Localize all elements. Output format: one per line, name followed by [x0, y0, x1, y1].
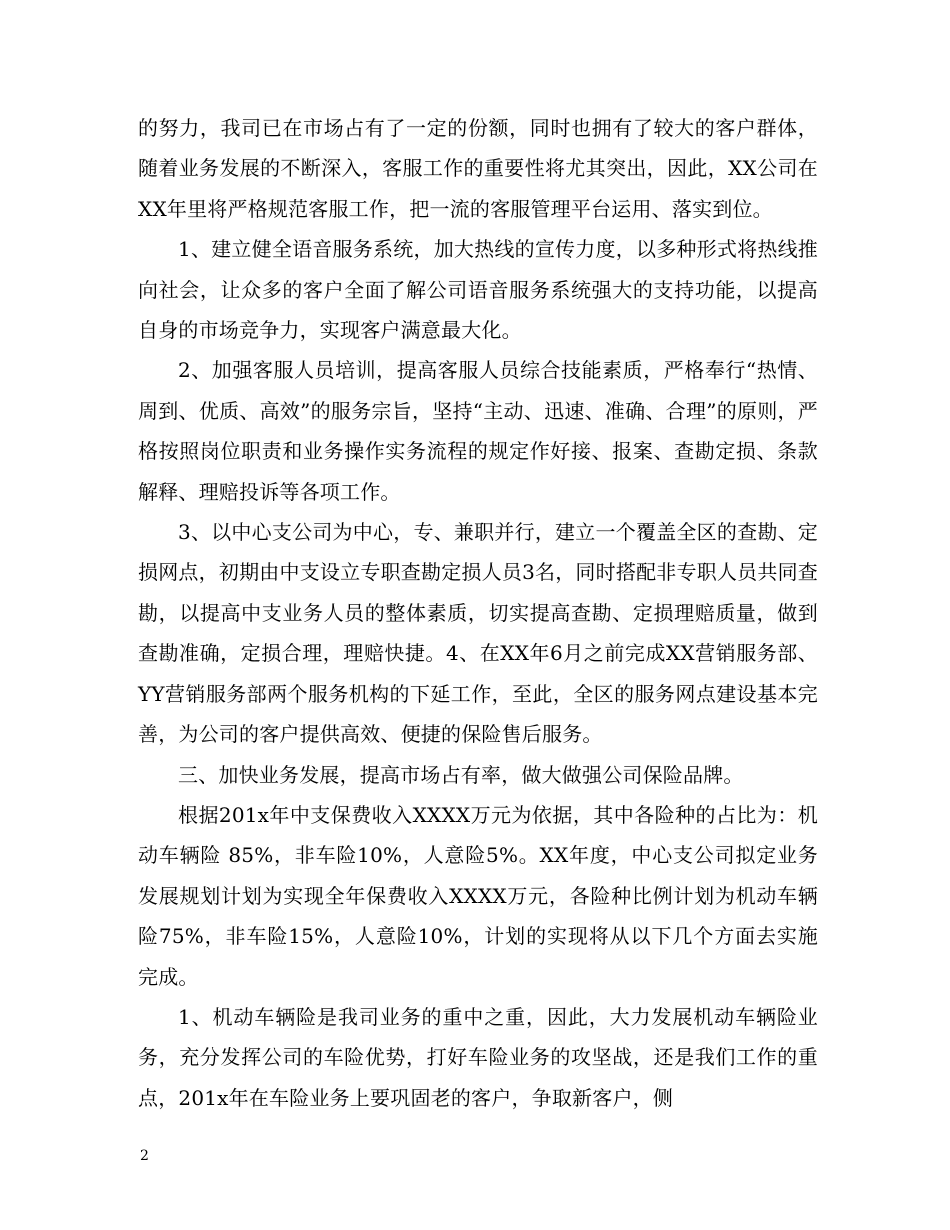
paragraph-premium-plan: 根据201x年中支保费收入XXXX万元为依据，其中各险种的占比为：机动车辆险 85%，非车险10%，人意险5%。XX年度，中心支公司拟定业务发展规划计划为实现全年保费收入XXXX万元，各险种比例计划为机动车辆险75%，非车险15%，人意险10%，计划的实现将从以下几个方面去实施完成。: [138, 802, 818, 989]
paragraph-vehicle-insurance: 1、机动车辆险是我司业务的重中之重，因此，大力发展机动车辆险业务，充分发挥公司的车险优势，打好车险业务的攻坚战，还是我们工作的重点，201x年在车险业务上要巩固老的客户，争取新客户，侧: [138, 1004, 818, 1110]
paragraph-staff-training: 2、加强客服人员培训，提高客服人员综合技能素质，严格奉行“热情、周到、优质、高效”的服务宗旨，坚持“主动、迅速、准确、合理”的原则，严格按照岗位职责和业务操作实务流程的规定作好接、报案、查勘定损、条款解释、理赔投诉等各项工作。: [138, 358, 818, 504]
section-heading-business-development: 三、加快业务发展，提高市场占有率，做大做强公司保险品牌。: [178, 762, 744, 787]
document-body: [138, 108, 818, 1118]
paragraph-survey-network: 3、以中心支公司为中心，专、兼职并行，建立一个覆盖全区的查勘、定损网点，初期由中支设立专职查勘定损人员3名，同时搭配非专职人员共同查勘，以提高中支业务人员的整体素质，切实提高查勘、定损理赔质量，做到查勘准确，定损合理，理赔快捷。4、在XX年6月之前完成XX营销服务部、YY营销服务部两个服务机构的下延工作，至此，全区的服务网点建设基本完善，为公司的客户提供高效、便捷的保险售后服务。: [138, 520, 818, 747]
paragraph-continuation: 的努力，我司已在市场占有了一定的份额，同时也拥有了较大的客户群体，随着业务发展的不断深入，客服工作的重要性将尤其突出，因此，XX公司在XX年里将严格规范客服工作，把一流的客服管理平台运用、落实到位。: [138, 116, 818, 221]
paragraph-voice-service: 1、建立健全语音服务系统，加大热线的宣传力度，以多种形式将热线推向社会，让众多的客户全面了解公司语音服务系统强大的支持功能，以提高自身的市场竞争力，实现客户满意最大化。: [138, 237, 818, 343]
page-number: 2: [140, 1148, 149, 1164]
